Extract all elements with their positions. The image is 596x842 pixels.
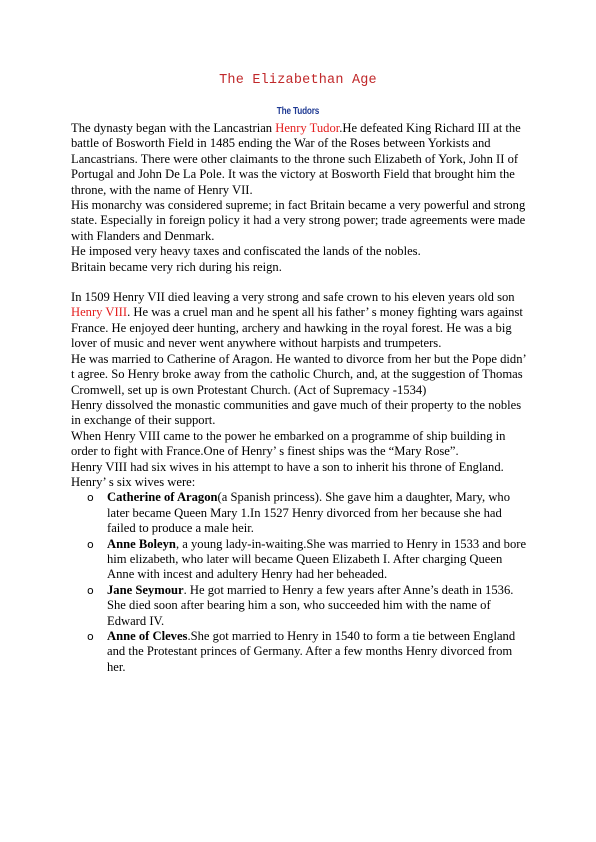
wife-name: Jane Seymour <box>107 582 184 597</box>
paragraph-ships: When Henry VIII came to the power he embarked on a programme of ship building in order to fight with France.One of Henry’ s finest ships was the “Mary Rose”. <box>71 428 506 459</box>
paragraph-wealth: Britain became very rich during his reign. <box>71 259 282 274</box>
paragraph-gap <box>71 275 531 290</box>
wives-list <box>71 490 531 675</box>
list-item: o Anne Boleyn, a young lady-in-waiting.She was married to Henry in 1533 and bore him elizabeth, who later will became Queen Elizabeth I. After charging Queen Anne with incest and adultery Henry had her beheaded. <box>87 536 527 582</box>
wife-name: Catherine of Aragon <box>107 490 218 505</box>
highlighted-name-henry-tudor: Henry Tudor <box>275 121 340 135</box>
wife-name: Anne of Cleves <box>107 629 188 643</box>
page-title: The Elizabethan Age <box>219 73 377 88</box>
bullet-icon: o <box>87 583 94 597</box>
section-subtitle: The Tudors <box>276 106 320 117</box>
bullet-icon: o <box>87 630 94 643</box>
bullet-icon: o <box>87 491 94 505</box>
paragraph-taxes: He imposed very heavy taxes and confiscated the lands of the nobles. <box>71 244 421 259</box>
document-body <box>71 121 531 675</box>
paragraph-catherine: He was married to Catherine of Aragon. He wanted to divorce from her but the Pope didn’ t agree. So Henry broke away from the catholic Church, and, at the suggestion of Thomas Cromwell, set up is own Protestant Church. (Act of Supremacy -1534) <box>71 351 526 397</box>
paragraph-monasteries: Henry dissolved the monastic communities and gave much of their property to the nobles in exchange of their support. <box>71 397 522 428</box>
paragraph-henry-tudor: The dynasty began with the Lancastrian Henry Tudor.He defeated King Richard III at the battle of Bosworth Field in 1485 ending the War of the Roses between Yorkists and Lancastrians. There were other claimants to the throne such Elizabeth of York, John II of Portugal and John De La Pole. It was the victory at Bosworth Field that brought him the throne, with the name of Henry VII. <box>71 121 521 197</box>
list-item: o Anne of Cleves.She got married to Henry in 1540 to form a tie between England and the Protestant princes of Germany. After a few months Henry divorced from her. <box>87 629 516 674</box>
bullet-icon: o <box>87 537 94 551</box>
paragraph-monarchy: His monarchy was considered supreme; in fact Britain became a very powerful and strong state. Especially in foreign policy it had a very strong power; trade agreements were made with Flanders and Denmark. <box>71 198 526 243</box>
highlighted-name-henry-viii: Henry VIII <box>71 305 128 320</box>
paragraph-six-wives: Henry VIII had six wives in his attempt to have a son to inherit his throne of England. <box>71 459 504 474</box>
paragraph-henry-viii: In 1509 Henry VII died leaving a very strong and safe crown to his eleven years old son Henry VIII. He was a cruel man and he spent all his father’ s money fighting wars against France. He enjoyed deer hunting, archery and hawking in the royal forest. He was a big lover of music and never went anywhere without harpists and trumpeters. <box>71 290 523 351</box>
paragraph-wives-intro: Henry’ s six wives were: <box>71 474 196 489</box>
list-item: o Catherine of Aragon(a Spanish princess). She gave him a daughter, Mary, who later became Queen Mary 1.In 1527 Henry divorced from her because she had failed to produce a male heir. <box>87 490 511 536</box>
list-item: o Jane Seymour. He got married to Henry a few years after Anne’s death in 1536. She died soon after bearing him a son, who succeeded him with the name of Edward IV. <box>87 582 514 628</box>
wife-name: Anne Boleyn <box>107 536 176 551</box>
